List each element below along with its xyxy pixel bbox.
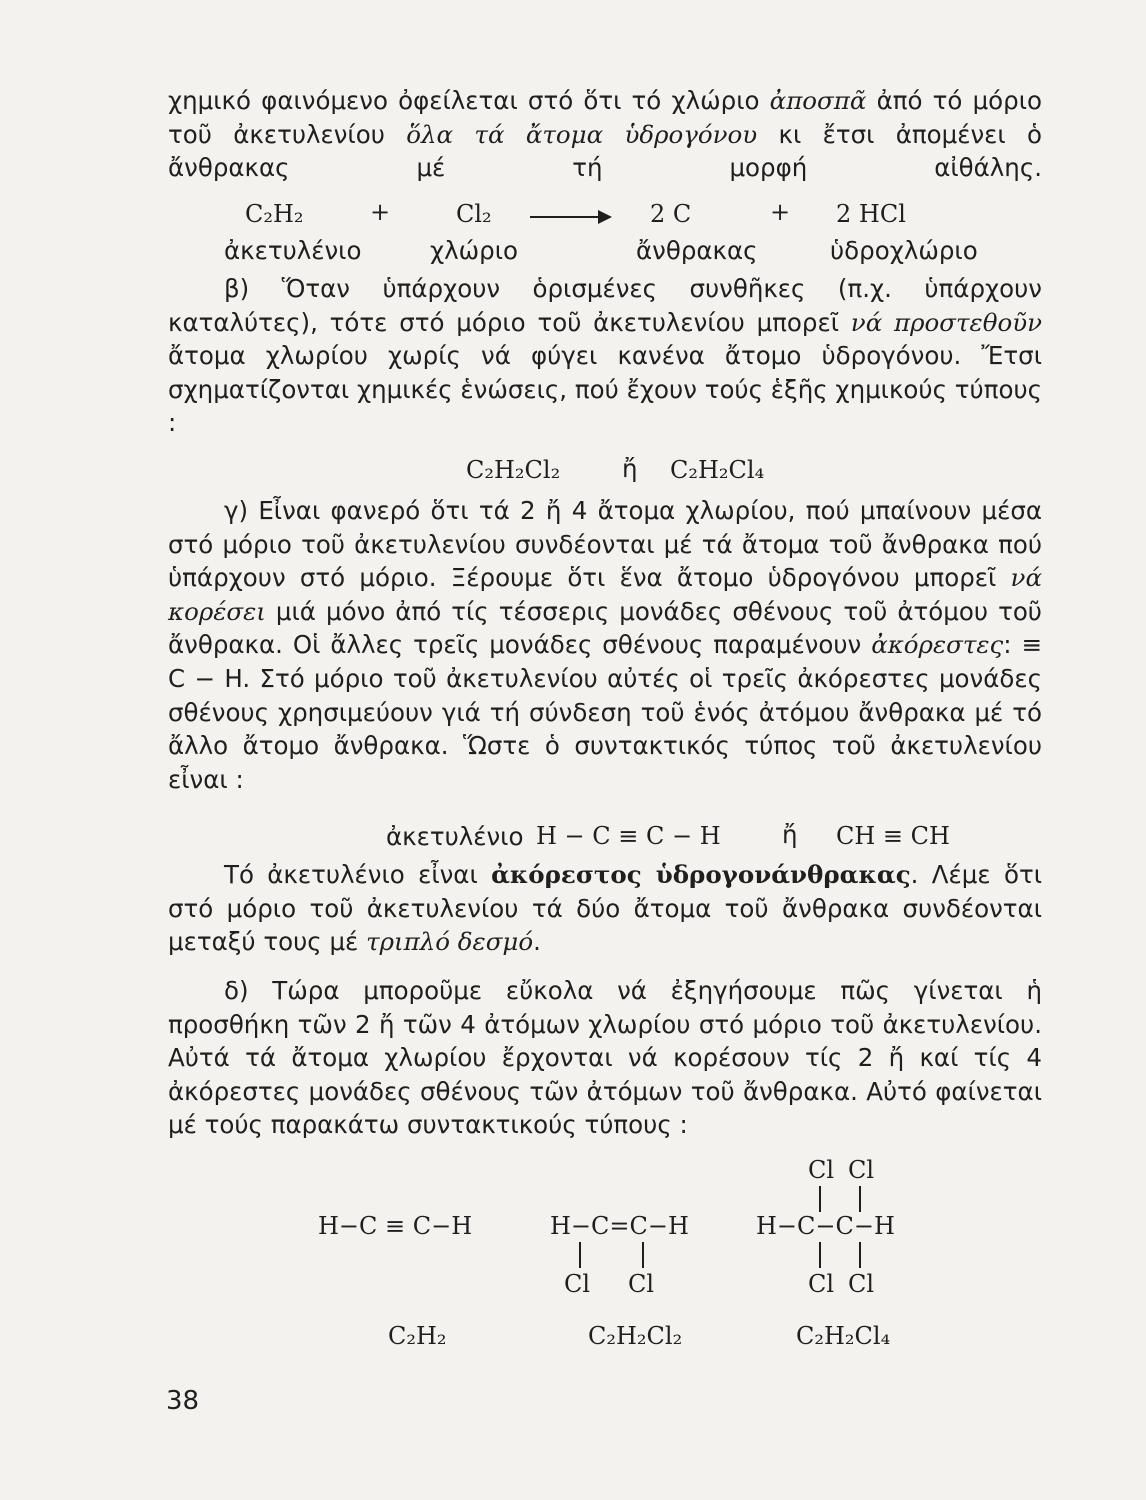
label-acetylene: ἀκετυλένιο <box>224 236 362 265</box>
struct-label-tetrachloro: C₂H₂Cl₄ <box>796 1322 891 1350</box>
paragraph-triple-bond <box>168 858 1042 959</box>
formula-tetrachloro: C₂H₂Cl₄ <box>670 456 765 484</box>
text: : ≡ C − H. Στό μόριο τοῦ ἀκετυλενίου αὐτές οἱ τρεῖς ἀκόρεστες μονάδες σθένους χρησιμεύουν γιά τή σύνδεση τοῦ ἑνός ἀτόμου ἄνθρακα μέ τό ἄλλο ἄτομο ἄνθρακα. Ὥστε ὁ συντακτικός τύπος τοῦ ἀκετυλενίου εἶναι : <box>168 630 1042 794</box>
struct-label-dichloro: C₂H₂Cl₂ <box>588 1322 683 1350</box>
struct-label-acetylene: C₂H₂ <box>388 1322 447 1350</box>
conjunction-or: ἤ <box>782 820 798 849</box>
label-chlorine: χλώριο <box>430 236 518 265</box>
page-number: 38 <box>166 1386 200 1416</box>
text: ἀπό τό μόριο τοῦ ἀκετυλενίου <box>168 86 1043 149</box>
text: Τό ἀκετυλένιο εἶναι <box>224 860 492 889</box>
bold-term: ἀκόρεστος ὑδρογονάνθρακας <box>491 860 911 889</box>
plus-sign: + <box>770 198 791 226</box>
label-hydrochloric: ὑδροχλώριο <box>830 236 978 265</box>
text: . <box>533 927 541 957</box>
label-acetylene: ἀκετυλένιο <box>386 822 524 851</box>
struct-dichloro: H−C=C−H <box>550 1212 689 1240</box>
paragraph-valence <box>168 494 1042 796</box>
formula-carbon: 2 C <box>650 200 692 228</box>
emphasis: ἀκόρεστες <box>871 630 1004 660</box>
structural-formula-acetylene: H − C ≡ C − H <box>536 822 721 850</box>
paragraph-addition <box>168 272 1042 440</box>
bond-lines-tetrachloro-top <box>800 1184 900 1214</box>
formula-chlorine: Cl₂ <box>456 200 492 228</box>
emphasis: ὅλα τά ἄτομα ὑδρογόνου <box>406 119 758 149</box>
text: χημικό φαινόμενο ὀφείλεται στό ὅτι τό χλώριο <box>168 86 770 115</box>
chlorine-atom: Cl <box>564 1270 591 1298</box>
formula-hcl: 2 HCl <box>836 200 906 228</box>
plus-sign: + <box>370 198 391 226</box>
text: κι ἔτσι ἀπομένει ὁ ἄνθρακας μέ τή μορφή αἰθάλης. <box>168 119 1042 183</box>
text: β) Ὅταν ὑπάρχουν ὁρισμένες συνθῆκες (π.χ. ὑπάρχουν καταλύτες), τότε στό μόριο τοῦ ἀκετυλενίου μπορεῖ <box>168 274 1042 337</box>
paragraph-chlorine-reaction <box>168 84 1042 185</box>
chlorine-atom: Cl <box>808 1270 835 1298</box>
bond-lines-tetrachloro-bottom <box>800 1240 900 1270</box>
chlorine-atom: Cl <box>808 1156 835 1184</box>
chlorine-atom: Cl <box>848 1156 875 1184</box>
formula-acetylene: C₂H₂ <box>245 200 304 228</box>
text: . Λέμε ὅτι στό μόριο τοῦ ἀκετυλενίου τά δύο ἄτομα τοῦ ἄνθρακα συνδέονται μεταξύ τους μέ <box>168 860 1042 957</box>
formula-dichloro: C₂H₂Cl₂ <box>466 456 561 484</box>
emphasis: ἀποσπᾶ <box>769 86 867 115</box>
emphasis: νά κορέσει <box>168 563 1042 626</box>
reaction-arrow-icon <box>530 216 610 218</box>
condensed-formula-acetylene: CH ≡ CH <box>836 822 950 850</box>
text: ἄτομα χλωρίου χωρίς νά φύγει κανένα ἄτομο ὑδρογόνου. Ἔτσι σχηματίζονται χημικές ἑνώσεις, πού ἔχουν τούς ἑξῆς χημικούς τύπους : <box>168 341 1042 438</box>
emphasis: τριπλό δεσμό <box>366 927 534 957</box>
emphasis: νά προστεθοῦν <box>850 307 1042 337</box>
struct-acetylene: H−C ≡ C−H <box>318 1212 473 1240</box>
paragraph-explanation: δ) Τώρα μποροῦμε εὔκολα νά ἐξηγήσουμε πῶς γίνεται ἡ προσθήκη τῶν 2 ἤ τῶν 4 ἀτόμων χλωρίου στό μόριο τοῦ ἀκετυλενίου. Αὐτά τά ἄτομα χλωρίου ἔρχονται νά κορέσουν τίς 2 ἤ καί τίς 4 ἀκόρεστες μονάδες σθένους τῶν ἀτόμων τοῦ ἄνθρακα. Αὐτό φαίνεται μέ τούς παρακάτω συντακτικούς τύπους : <box>168 976 1042 1140</box>
text: γ) Εἶναι φανερό ὅτι τά 2 ἤ 4 ἄτομα χλωρίου, πού μπαίνουν μέσα στό μόριο τοῦ ἀκετυλενίου συνδέονται μέ τά ἄτομα τοῦ ἄνθρακα πού ὑπάρχουν στό μόριο. Ξέρουμε ὅτι ἕνα ἄτομο ὑδρογόνου μπορεῖ <box>168 496 1042 593</box>
label-carbon: ἄνθρακας <box>636 236 758 265</box>
conjunction-or: ἤ <box>622 454 638 483</box>
struct-tetrachloro: H−C−C−H <box>756 1212 895 1240</box>
text: μιά μόνο ἀπό τίς τέσσερις μονάδες σθένους τοῦ ἀτόμου τοῦ ἄνθρακα. Οἱ ἄλλες τρεῖς μονάδες σθένους παραμένουν <box>168 596 1042 660</box>
chlorine-atom: Cl <box>848 1270 875 1298</box>
bond-lines-dichloro <box>540 1240 700 1270</box>
chlorine-atom: Cl <box>628 1270 655 1298</box>
